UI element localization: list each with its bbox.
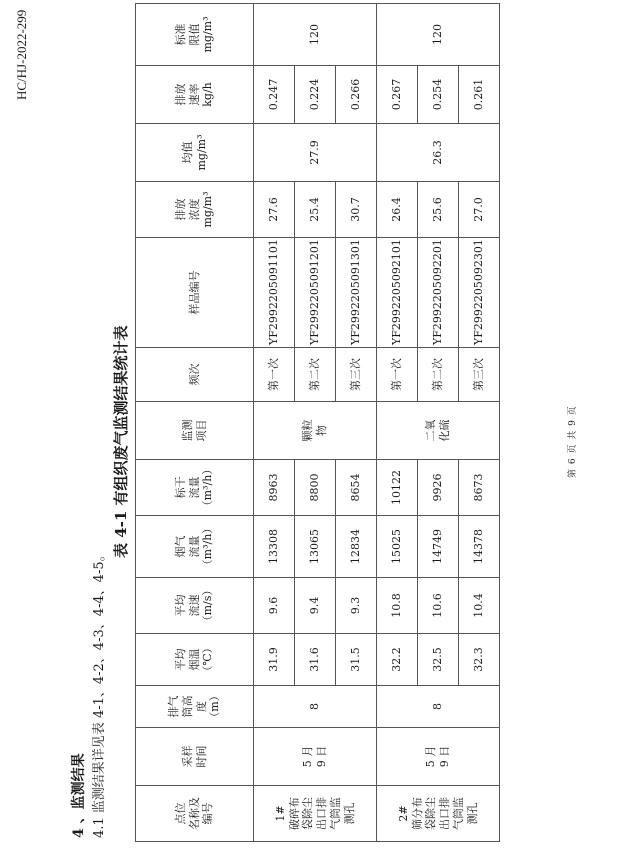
limit-cell: 120	[254, 4, 377, 66]
col-header: 烟气 流量 （m³/h）	[136, 516, 254, 578]
section-heading: 4 、监测结果	[71, 753, 87, 838]
sample-cell: YF2992205091101	[254, 238, 295, 348]
temp-cell: 31.9	[254, 634, 295, 686]
page-number: 第 6 页 共 9 页	[568, 405, 578, 478]
table-caption: 表 4-1 有组织废气监测结果统计表	[112, 325, 130, 558]
sample-cell: YF2992205092201	[418, 238, 459, 348]
col-header: 排气 筒高 度 （m）	[136, 686, 254, 728]
height-cell: 8	[377, 686, 500, 728]
rate-cell: 0.261	[459, 66, 500, 124]
item-cell: 二氧 化硫	[377, 402, 500, 460]
date-cell: 5 月 9 日	[254, 728, 377, 786]
conc-cell: 27.0	[459, 182, 500, 238]
conc-cell: 25.4	[295, 182, 336, 238]
mean-cell: 27.9	[254, 124, 377, 182]
std-flow-cell: 8654	[336, 460, 377, 516]
temp-cell: 32.3	[459, 634, 500, 686]
std-flow-cell: 8963	[254, 460, 295, 516]
emission-results-table	[135, 3, 500, 842]
col-header: 均值 mg/m³	[136, 124, 254, 182]
flow-cell: 12834	[336, 516, 377, 578]
temp-cell: 31.6	[295, 634, 336, 686]
velocity-cell: 10.8	[377, 578, 418, 634]
velocity-cell: 9.4	[295, 578, 336, 634]
table-row	[254, 4, 295, 842]
rate-cell: 0.266	[336, 66, 377, 124]
std-flow-cell: 8800	[295, 460, 336, 516]
col-header: 平均 烟温 （℃）	[136, 634, 254, 686]
sample-cell: YF2992205092101	[377, 238, 418, 348]
flow-cell: 13065	[295, 516, 336, 578]
rate-cell: 0.247	[254, 66, 295, 124]
col-header: 点位 名称及 编号	[136, 786, 254, 842]
temp-cell: 31.5	[336, 634, 377, 686]
rate-cell: 0.267	[377, 66, 418, 124]
date-cell: 5 月 9 日	[377, 728, 500, 786]
location-cell: 1# 破碎布 袋除尘 出口排 气筒监 测孔	[254, 786, 377, 842]
height-cell: 8	[254, 686, 377, 728]
mean-cell: 26.3	[377, 124, 500, 182]
sample-cell: YF2992205092301	[459, 238, 500, 348]
col-header: 平均 流速 （m/s）	[136, 578, 254, 634]
freq-cell: 第二次	[418, 348, 459, 402]
std-flow-cell: 10122	[377, 460, 418, 516]
flow-cell: 15025	[377, 516, 418, 578]
freq-cell: 第三次	[459, 348, 500, 402]
velocity-cell: 10.4	[459, 578, 500, 634]
conc-cell: 26.4	[377, 182, 418, 238]
col-header: 频次	[136, 348, 254, 402]
conc-cell: 30.7	[336, 182, 377, 238]
col-header: 标干 流量 （m³/h）	[136, 460, 254, 516]
sample-cell: YF2992205091301	[336, 238, 377, 348]
col-header: 排放 速率 kg/h	[136, 66, 254, 124]
col-header: 监测 项目	[136, 402, 254, 460]
col-header: 排放 浓度 mg/m³	[136, 182, 254, 238]
table-row	[377, 4, 418, 842]
col-header: 样品编号	[136, 238, 254, 348]
rate-cell: 0.224	[295, 66, 336, 124]
freq-cell: 第二次	[295, 348, 336, 402]
velocity-cell: 9.6	[254, 578, 295, 634]
freq-cell: 第一次	[377, 348, 418, 402]
table-header-row	[136, 4, 254, 842]
std-flow-cell: 8673	[459, 460, 500, 516]
col-header: 标准 限值 mg/m³	[136, 4, 254, 66]
limit-cell: 120	[377, 4, 500, 66]
velocity-cell: 10.6	[418, 578, 459, 634]
temp-cell: 32.2	[377, 634, 418, 686]
report-code: HC/HJ-2022-299	[14, 9, 29, 100]
flow-cell: 13308	[254, 516, 295, 578]
conc-cell: 25.6	[418, 182, 459, 238]
item-cell: 颗粒 物	[254, 402, 377, 460]
velocity-cell: 9.3	[336, 578, 377, 634]
location-cell: 2# 筛分布 袋除尘 出口排 气筒监 测孔	[377, 786, 500, 842]
section-intro: 4.1 监测结果详见表 4-1、4-2、4-3、4-4、4-5。	[92, 548, 107, 838]
rate-cell: 0.254	[418, 66, 459, 124]
std-flow-cell: 9926	[418, 460, 459, 516]
sample-cell: YF2992205091201	[295, 238, 336, 348]
conc-cell: 27.6	[254, 182, 295, 238]
col-header: 采样 时间	[136, 728, 254, 786]
temp-cell: 32.5	[418, 634, 459, 686]
flow-cell: 14749	[418, 516, 459, 578]
freq-cell: 第三次	[336, 348, 377, 402]
flow-cell: 14378	[459, 516, 500, 578]
freq-cell: 第一次	[254, 348, 295, 402]
